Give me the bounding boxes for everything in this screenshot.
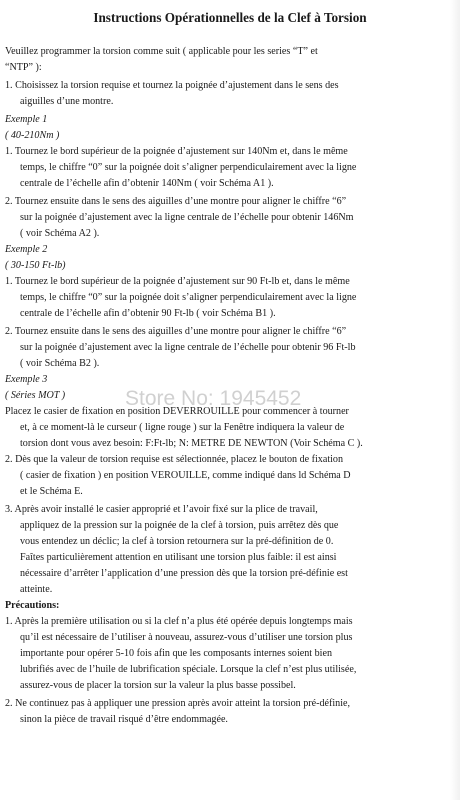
ex3-step3-line: Faîtes particulièrement attention en utilisant une torsion plus faible: il est ainsi <box>20 552 337 563</box>
ex1-step1-line: temps, le chiffre “0” sur la poignée doit s’aligner perpendiculairement avec la ligne <box>20 162 357 173</box>
ex1-step2-line: sur la poignée d’ajustement avec la ligne centrale de l’échelle pour obtenir 146Nm <box>20 212 354 223</box>
ex2-step1-line: temps, le chiffre “0” sur la poignée doit s’aligner perpendiculairement avec la ligne <box>20 292 357 303</box>
ex3-para-line: et, à ce moment-là le curseur ( ligne rouge ) sur la Fenêtre indiquera la valeur de <box>20 422 345 433</box>
ex2-step2-line: ( voir Schéma B2 ). <box>20 358 100 369</box>
page-title: Instructions Opérationnelles de la Clef à Torsion <box>93 10 367 25</box>
ex3-step2-line: et le Schéma E. <box>20 486 83 497</box>
precautions-heading: Précautions: <box>5 600 60 611</box>
ex3-step3-line: atteinte. <box>20 584 53 595</box>
ex3-step3-line: vous entendez un déclic; la clef à torsion retournera sur la pré-définition de 0. <box>20 536 334 547</box>
example-3-range: ( Séries MOT ) <box>5 390 66 401</box>
precaution-1-line: assurez-vous de placer la torsion sur la valeur la plus basse possibel. <box>20 680 296 691</box>
ex1-step2-line: 2. Tournez ensuite dans le sens des aiguilles d’une montre pour aligner le chiffre “6” <box>5 196 347 207</box>
example-1-label: Exemple 1 <box>5 114 48 125</box>
precaution-1-line: 1. Après la première utilisation ou si la clef n’a plus été opérée depuis longtemps mais <box>5 616 353 627</box>
ex2-step1-line: centrale de l’échelle afin d’obtenir 90 Ft-lb ( voir Schéma B1 ). <box>20 308 276 319</box>
ex3-step3-line: 3. Après avoir installé le casier approprié et l’avoir fixé sur la plice de travail, <box>5 504 318 515</box>
example-2-range: ( 30-150 Ft-lb) <box>5 260 66 271</box>
example-2-label: Exemple 2 <box>5 244 48 255</box>
ex3-step2-line: ( casier de fixation ) en position VEROUILLE, comme indiqué dans ld Schéma D <box>20 470 351 481</box>
example-1-range: ( 40-210Nm ) <box>5 130 60 141</box>
ex1-step2-line: ( voir Schéma A2 ). <box>20 228 100 239</box>
precaution-2-line: 2. Ne continuez pas à appliquer une pression après avoir atteint la torsion pré-définie, <box>5 698 351 709</box>
ex2-step2-line: 2. Tournez ensuite dans le sens des aiguilles d’une montre pour aligner le chiffre “6” <box>5 326 347 337</box>
step-line: aiguilles d’une montre. <box>20 96 114 107</box>
ex3-para-line: torsion dont vous avez besoin: F:Ft-lb; N: METRE DE NEWTON (Voir Schéma C ). <box>20 438 363 449</box>
intro-line: Veuillez programmer la torsion comme suit ( applicable pour les series “T” et <box>5 46 318 57</box>
precaution-2-line: sinon la pièce de travail risqué d’être endommagée. <box>20 714 228 725</box>
ex2-step2-line: sur la poignée d’ajustement avec la ligne centrale de l’échelle pour obtenir 96 Ft-lb <box>20 342 356 353</box>
precaution-1-line: lubrifiés avec de l’huile de lubrification spéciale. Lorsque la clef n’est plus utilisée, <box>20 664 357 675</box>
ex3-para-line: Placez le casier de fixation en position DEVERROUILLE pour commencer à tourner <box>5 406 349 417</box>
intro-line: “NTP” ): <box>5 62 42 73</box>
page-edge-shadow <box>450 0 460 800</box>
precaution-1-line: importante pour opérer 5-10 fois afin que les composants internes soient bien <box>20 648 332 659</box>
step-line: 1. Choisissez la torsion requise et tournez la poignée d’ajustement dans le sens des <box>5 80 339 91</box>
ex3-step2-line: 2. Dès que la valeur de torsion requise est sélectionnée, placez le bouton de fixation <box>5 454 344 465</box>
precaution-1-line: qu’il est nécessaire de l’utiliser à nouveau, assurez-vous d’utiliser une torsion plus <box>20 632 353 643</box>
ex2-step1-line: 1. Tournez le bord supérieur de la poignée d’ajustement sur 90 Ft-lb et, dans le même <box>5 276 350 287</box>
example-3-label: Exemple 3 <box>5 374 48 385</box>
ex3-step3-line: nécessaire d’arrêter l’application d’une pression dès que la torsion pré-définie est <box>20 568 348 579</box>
store-watermark: Store No: 1945452 <box>125 387 302 410</box>
document-body <box>5 44 445 728</box>
ex1-step1-line: 1. Tournez le bord supérieur de la poignée d’ajustement sur 140Nm et, dans le même <box>5 146 348 157</box>
ex1-step1-line: centrale de l’échelle afin d’obtenir 140Nm ( voir Schéma A1 ). <box>20 178 274 189</box>
ex3-step3-line: appliquez de la pression sur la poignée de la clef à torsion, puis arrêtez dès que <box>20 520 339 531</box>
